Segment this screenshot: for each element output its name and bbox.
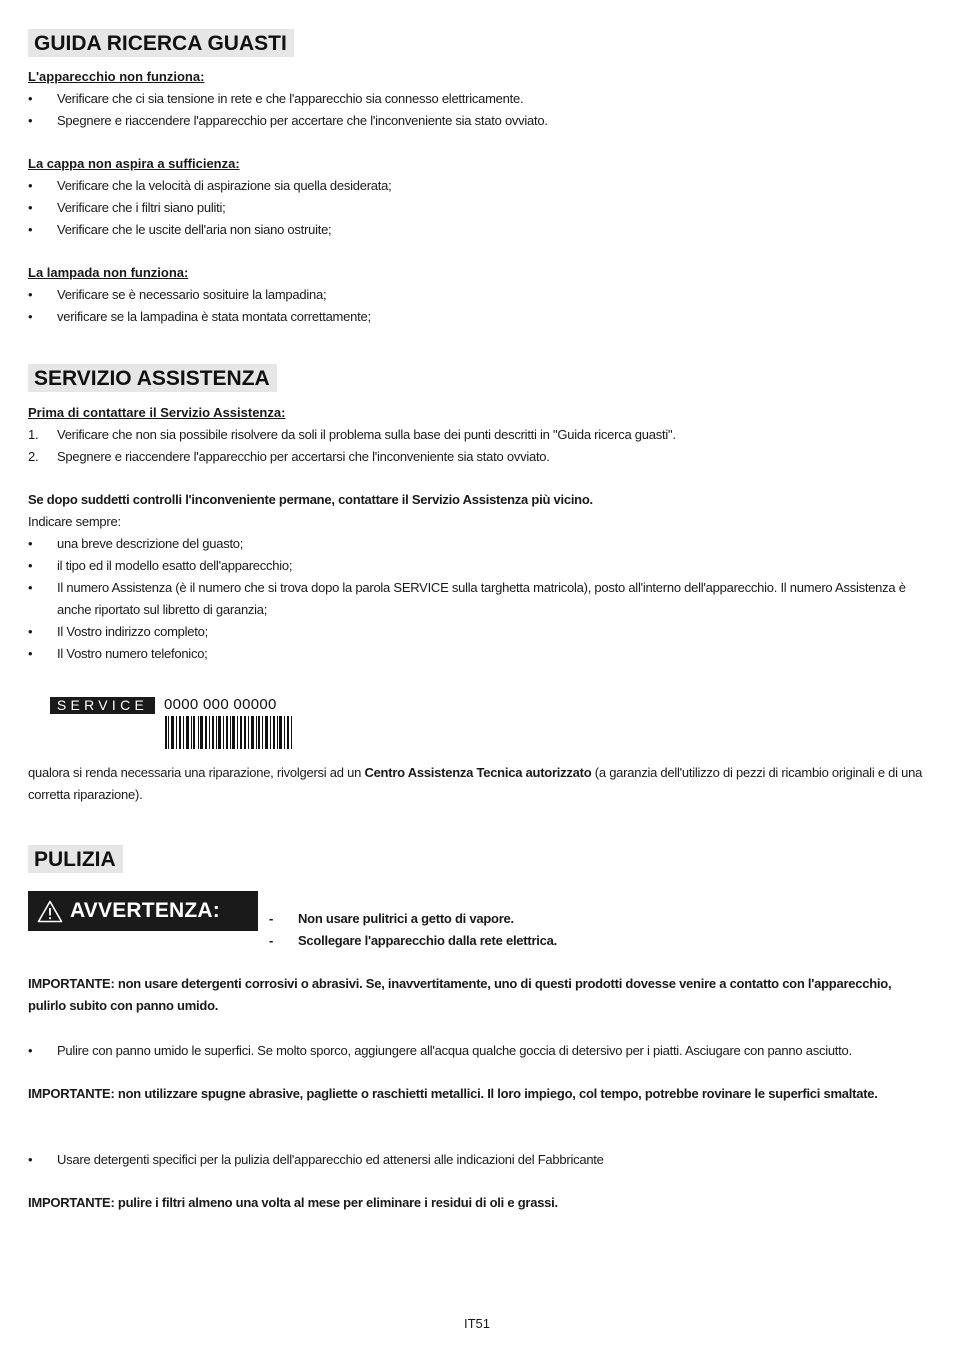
assistenza-subtitle: Prima di contattare il Servizio Assistenza:	[28, 405, 286, 420]
pulizia-item-2	[28, 1149, 928, 1171]
service-number: 0000 000 00000	[164, 696, 277, 713]
numbered-step: 2. Spegnere e riaccendere l'apparecchio per accertarsi che l'inconveniente sia stato ovviato.	[28, 449, 550, 464]
list-item: • il tipo ed il modello esatto dell'apparecchio;	[28, 558, 293, 573]
list-item: • Spegnere e riaccendere l'apparecchio per accertare che l'inconveniente sia stato ovviato.	[28, 113, 548, 128]
page-number: IT51	[463, 1316, 490, 1331]
list-item: • Verificare che le uscite dell'aria non siano ostruite;	[28, 222, 332, 237]
guasti-group-2	[28, 153, 928, 241]
list-item: • una breve descrizione del guasto;	[28, 536, 244, 551]
important-note-3: IMPORTANTE: pulire i filtri almeno una volta al mese per eliminare i residui di oli e grassi.	[28, 1195, 558, 1210]
list-item: • Verificare che ci sia tensione in rete e che l'apparecchio sia connesso elettricamente.	[28, 91, 524, 106]
assistenza-steps	[28, 402, 928, 468]
warning-box	[28, 891, 258, 931]
warning-triangle-icon	[37, 900, 63, 923]
service-label: SERVICE	[50, 697, 155, 714]
guasti-group-title: La lampada non funziona:	[28, 265, 189, 280]
list-item: • Verificare se è necessario sosituire la lampadina;	[28, 287, 327, 302]
warning-label: AVVERTENZA:	[70, 899, 220, 922]
warning-list	[269, 908, 909, 952]
guasti-group-3	[28, 262, 928, 328]
guasti-group-title: L'apparecchio non funziona:	[28, 69, 205, 84]
assistenza-indicate-label: Indicare sempre:	[28, 514, 121, 529]
warning-item: - Non usare pulitrici a getto di vapore.	[269, 911, 514, 926]
list-item: • Verificare che i filtri siano puliti;	[28, 200, 226, 215]
assistenza-bold-note: Se dopo suddetti controlli l'inconveniente permane, contattare il Servizio Assistenza più vicino.	[28, 492, 593, 507]
important-note-2: IMPORTANTE: non utilizzare spugne abrasive, pagliette o raschietti metallici. Il loro impiego, col tempo, potrebbe rovinare le superfici smaltate.	[28, 1086, 878, 1101]
list-item: • Il Vostro indirizzo completo;	[28, 624, 208, 639]
guasti-group-title: La cappa non aspira a sufficienza:	[28, 156, 240, 171]
list-item: • verificare se la lampadina è stata montata correttamente;	[28, 309, 371, 324]
guasti-group-1	[28, 66, 928, 132]
list-item: • Usare detergenti specifici per la pulizia dell'apparecchio ed attenersi alle indicazioni del Fabbricante	[28, 1152, 604, 1167]
warning-item: - Scollegare l'apparecchio dalla rete elettrica.	[269, 933, 557, 948]
section-heading-pulizia: PULIZIA	[28, 845, 123, 873]
numbered-step: 1. Verificare che non sia possibile risolvere da soli il problema sulla base dei punti descritti in "Guida ricerca guasti".	[28, 427, 676, 442]
assistenza-contact-info	[28, 489, 928, 665]
pulizia-item-1	[28, 1040, 928, 1062]
section-heading-guasti: GUIDA RICERCA GUASTI	[28, 29, 294, 57]
list-item: • Il Vostro numero telefonico;	[28, 646, 208, 661]
repair-paragraph: qualora si renda necessaria una riparazione, rivolgersi ad un Centro Assistenza Tecnica autorizzato (a garanzia dell'utilizzo di pezzi di ricambio originali e di una corretta riparazione).	[28, 765, 923, 802]
list-item: • Il numero Assistenza (è il numero che si trova dopo la parola SERVICE sulla targhetta matricola), posto all'interno dell'apparecchio. Il numero Assistenza è anche riportato sul libretto di garanzia;	[28, 580, 906, 617]
list-item: • Pulire con panno umido le superfici. Se molto sporco, aggiungere all'acqua qualche goccia di detersivo per i piatti. Asciugare con panno asciutto.	[28, 1043, 852, 1058]
section-heading-assistenza: SERVIZIO ASSISTENZA	[28, 364, 277, 392]
important-note-1: IMPORTANTE: non usare detergenti corrosivi o abrasivi. Se, inavvertitamente, uno di questi prodotti dovesse venire a contatto con l'apparecchio, pulirlo subito con panno umido.	[28, 976, 892, 1013]
barcode-icon	[165, 716, 293, 749]
list-item: • Verificare che la velocità di aspirazione sia quella desiderata;	[28, 178, 392, 193]
